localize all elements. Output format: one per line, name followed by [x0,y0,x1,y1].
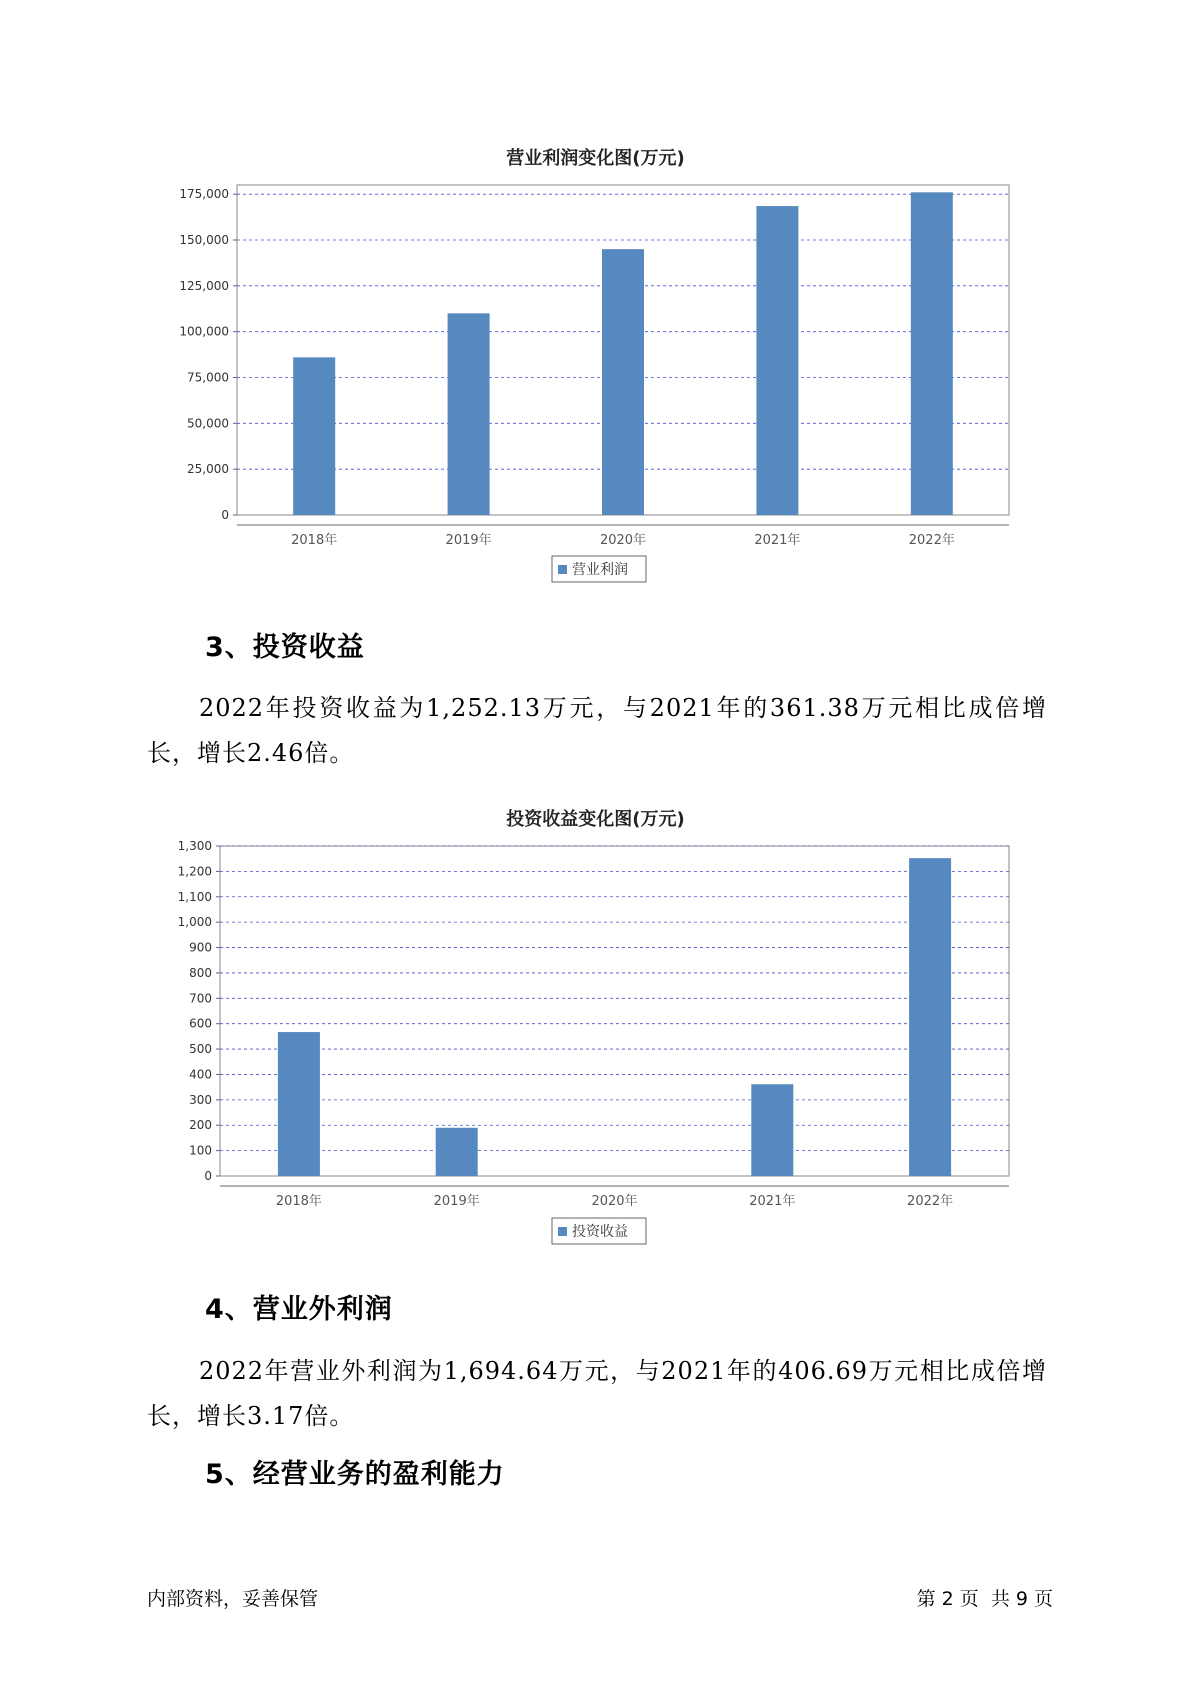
x-tick-label: 2018年 [291,533,338,548]
chart-title: 投资收益变化图(万元) [506,809,685,830]
y-tick-label: 400 [189,1067,212,1082]
legend-label: 投资收益 [572,1224,628,1240]
x-tick-label: 2021年 [754,533,801,548]
x-tick-label: 2020年 [591,1194,638,1209]
y-tick-label: 150,000 [179,233,229,247]
y-tick-label: 25,000 [187,462,229,477]
section-3-heading: 3、投资收益 [205,632,365,663]
y-tick-label: 0 [221,508,229,522]
y-tick-label: 100,000 [179,324,229,339]
footer-page-number: 第 2 页 共 9 页 [916,1588,1053,1610]
x-tick-label: 2019年 [433,1194,480,1209]
x-tick-label: 2019年 [445,533,492,548]
y-tick-label: 1,300 [177,839,212,853]
bar [751,1084,793,1176]
y-tick-label: 300 [189,1092,212,1107]
y-tick-label: 1,100 [177,889,212,904]
y-tick-label: 50,000 [187,416,229,431]
y-tick-label: 1,200 [177,864,212,879]
y-tick-label: 600 [189,1016,212,1031]
section-4-heading: 4、营业外利润 [205,1294,393,1325]
y-tick-label: 1,000 [177,915,212,930]
bar [909,858,951,1176]
y-tick-label: 125,000 [179,278,229,293]
y-tick-label: 800 [189,965,212,980]
x-tick-label: 2020年 [599,533,647,548]
x-tick-label: 2022年 [907,1194,954,1209]
x-tick-label: 2021年 [749,1194,796,1209]
y-tick-label: 175,000 [179,187,229,202]
chart-title: 营业利润变化图(万元) [506,148,685,169]
plot-area [220,846,1009,1176]
y-tick-label: 75,000 [187,370,229,385]
section-3-paragraph: 2022年投资收益为1,252.13万元，与2021年的361.38万元相比成倍增长，增长2.46倍。 [147,694,1047,767]
x-tick-label: 2022年 [908,533,955,548]
x-tick-label: 2018年 [275,1194,322,1209]
y-tick-label: 900 [189,940,212,955]
legend-label: 营业利润 [572,562,628,578]
footer-confidential-note: 内部资料，妥善保管 [147,1588,319,1610]
y-tick-label: 500 [189,1042,212,1057]
bar [436,1128,478,1176]
y-tick-label: 100 [189,1143,212,1158]
y-tick-label: 200 [189,1118,212,1133]
bar [278,1032,320,1176]
section-5-heading: 5、经营业务的盈利能力 [205,1459,505,1490]
section-4-paragraph: 2022年营业外利润为1,694.64万元，与2021年的406.69万元相比成倍增长，增长3.17倍。 [147,1357,1047,1430]
legend-swatch [558,1227,567,1236]
y-tick-label: 0 [204,1169,212,1183]
y-tick-label: 700 [189,991,212,1006]
